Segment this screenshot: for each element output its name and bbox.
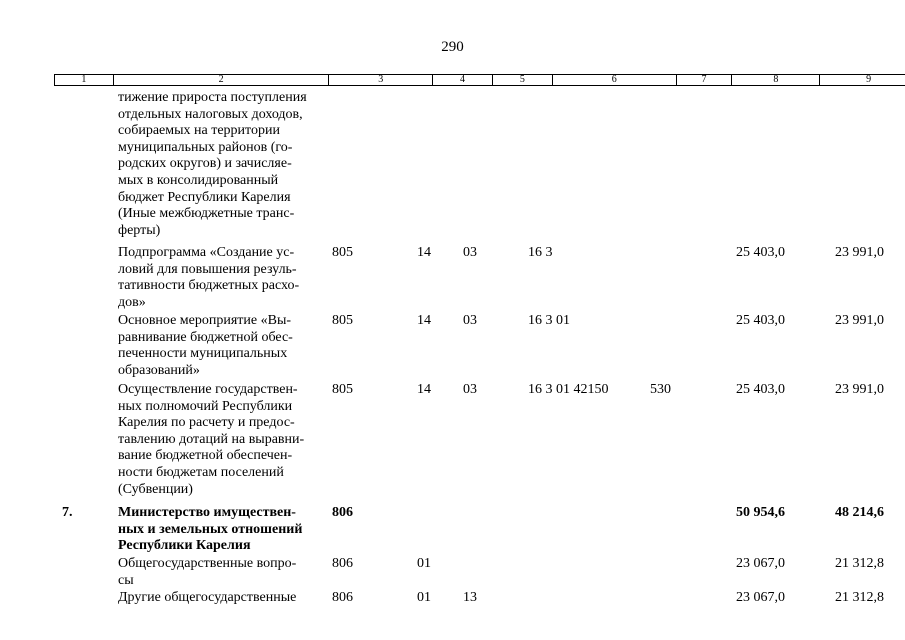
row-name-line: ности бюджетам поселений [118,464,284,480]
row-name-line: ловий для повышения резуль- [118,261,297,277]
header-cell-2: 2 [113,75,329,85]
header-cell-4: 4 [432,75,492,85]
page-number: 290 [441,39,464,55]
cell-col-3: 806 [332,556,353,571]
cell-col-3: 805 [332,245,353,260]
cell-col-8: 25 403,0 [736,382,785,397]
row-name-line: печенности муниципальных [118,346,288,362]
row-name-line: (Иные межбюджетные транс- [118,206,295,222]
cell-col-6: 16 3 01 42150 [528,382,609,397]
cell-col-4: 14 [417,313,431,328]
row-name-line: бюджет Республики Карелия [118,189,291,205]
cell-col-8: 23 067,0 [736,556,785,571]
cell-col-6: 16 3 01 [528,313,570,328]
cell-col-8: 25 403,0 [736,313,785,328]
row-name-line: сы [118,572,134,588]
cell-col-9: 23 991,0 [835,382,884,397]
row-name [118,245,328,311]
row-name-line: Другие общегосударственные [118,590,297,605]
row-name [118,590,328,607]
row-number: 7. [62,505,73,520]
row-name-line: дов» [118,294,146,310]
cell-col-4: 01 [417,590,431,605]
row-name [118,556,328,589]
header-cell-3: 3 [328,75,432,85]
row-name-line: Республики Карелия [118,538,251,554]
row-name [118,313,328,379]
row-name-line: образований» [118,362,200,378]
cell-col-5: 13 [463,590,477,605]
cell-col-3: 806 [332,590,353,605]
cell-col-3: 806 [332,505,353,520]
row-name-line: (Субвенции) [118,481,193,497]
row-name-line: ных и земельных отношений [118,521,303,537]
cell-col-8: 25 403,0 [736,245,785,260]
row-name-line: равнивание бюджетной обес- [118,329,293,345]
row-name-line: тавлению дотаций на выравни- [118,431,305,447]
row-name-line: тативности бюджетных расхо- [118,278,300,294]
row-name-line: ных полномочий Республики [118,398,293,414]
cell-col-5: 03 [463,382,477,397]
cell-col-9: 48 214,6 [835,505,884,520]
cell-col-9: 23 991,0 [835,245,884,260]
header-cell-8: 8 [731,75,819,85]
cell-col-9: 21 312,8 [835,590,884,605]
cell-col-5: 03 [463,245,477,260]
row-name [118,382,328,498]
row-name-line: муниципальных районов (го- [118,139,293,155]
row-name-line: отдельных налоговых доходов, [118,106,303,122]
cell-col-7: 530 [650,382,671,397]
row-name-line: мых в консолидированный [118,172,279,188]
row-name [118,505,328,555]
cell-col-4: 14 [417,245,431,260]
cell-col-3: 805 [332,382,353,397]
header-cell-9: 9 [819,75,905,85]
row-name-line: Осуществление государствен- [118,382,298,397]
header-cell-5: 5 [492,75,552,85]
header-cell-1: 1 [81,74,87,85]
row-name-line: Министерство имуществен- [118,505,296,520]
row-name-line: Карелия по расчету и предос- [118,415,295,431]
cell-col-5: 03 [463,313,477,328]
cell-col-9: 21 312,8 [835,556,884,571]
row-name-line: Общегосударственные вопро- [118,556,297,571]
row-name-line: тижение прироста поступления [118,90,307,105]
table-header-row [54,74,905,86]
cell-col-8: 23 067,0 [736,590,785,605]
header-cell-6: 6 [552,75,676,85]
row-name-line: собираемых на территории [118,123,280,139]
cell-col-9: 23 991,0 [835,313,884,328]
row-name-line: Подпрограмма «Создание ус- [118,245,295,260]
row-name-line: Основное мероприятие «Вы- [118,313,292,328]
row-name-line: родских округов) и зачисляе- [118,156,292,172]
cell-col-8: 50 954,6 [736,505,785,520]
row-name-line: ферты) [118,222,161,238]
cell-col-4: 01 [417,556,431,571]
cell-col-6: 16 3 [528,245,553,260]
header-cell-7: 7 [676,75,732,85]
cell-col-3: 805 [332,313,353,328]
row-name [118,90,328,239]
row-name-line: вание бюджетной обеспечен- [118,448,293,464]
cell-col-4: 14 [417,382,431,397]
